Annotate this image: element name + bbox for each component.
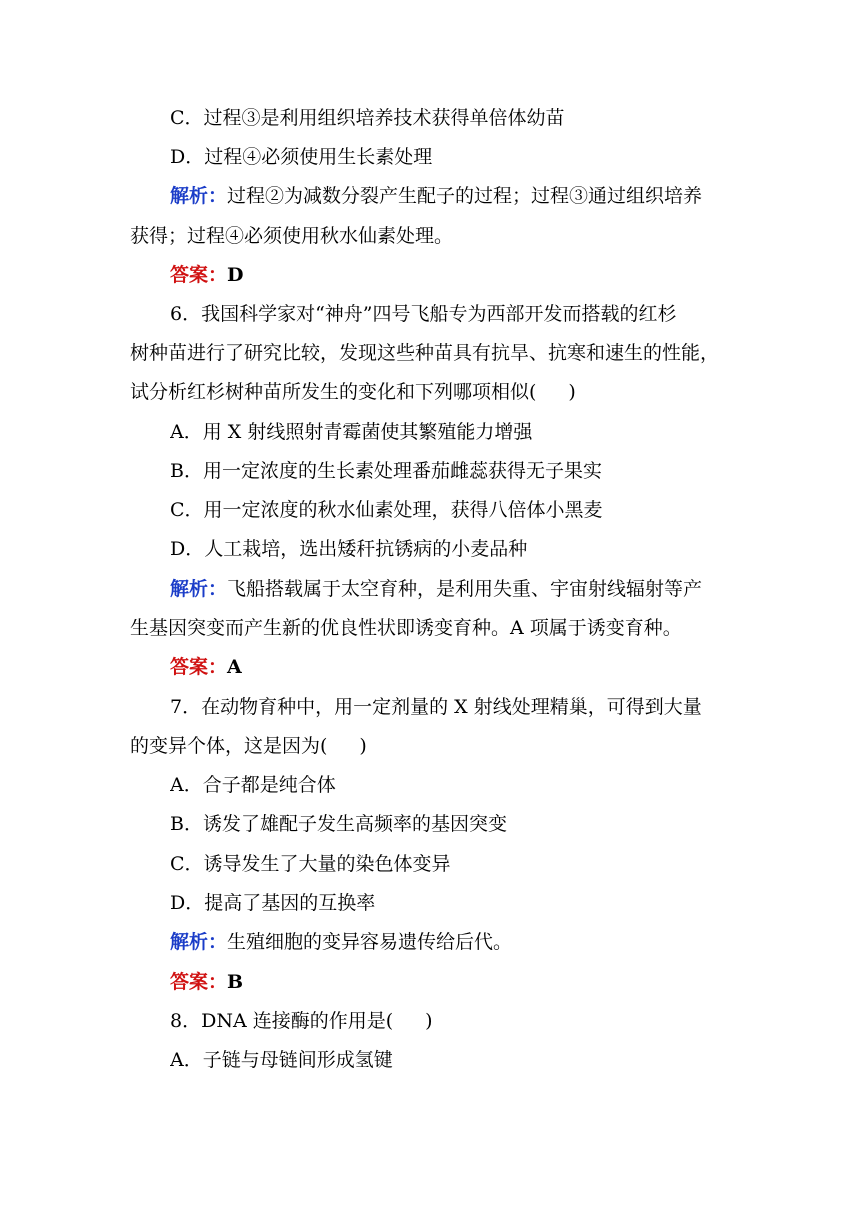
q6-option-c: C．用一定浓度的秋水仙素处理，获得八倍体小黑麦 [170, 499, 603, 521]
q6-option-a: A．用 X 射线照射青霉菌使其繁殖能力增强 [170, 421, 533, 443]
q6-stem-line-2: 树种苗进行了研究比较，发现这些种苗具有抗旱、抗寒和速生的性能， [130, 342, 720, 364]
answer-value: A [227, 656, 242, 678]
q5-option-d: D．过程④必须使用生长素处理 [170, 146, 433, 168]
q6-explanation-line-2: 生基因突变而产生新的优良性状即诱变育种。A 项属于诱变育种。 [130, 617, 682, 639]
explanation-label: 解析： [170, 185, 228, 207]
answer-label: 答案： [170, 656, 228, 678]
q7-stem-line-1: 7．在动物育种中，用一定剂量的 X 射线处理精巢，可得到大量 [170, 696, 702, 718]
q5-answer [170, 264, 730, 286]
q7-option-d: D．提高了基因的互换率 [170, 892, 376, 914]
q6-stem-line-1: 6．我国科学家对“神舟”四号飞船专为西部开发而搭载的红杉 [170, 303, 677, 325]
q5-option-c: C．过程③是利用组织培养技术获得单倍体幼苗 [170, 107, 565, 129]
q5-explanation-line-1 [170, 185, 730, 207]
answer-value: D [227, 264, 244, 286]
explanation-text: 生殖细胞的变异容易遗传给后代。 [227, 931, 513, 953]
q6-stem-text: 试分析红杉树种苗所发生的变化和下列哪项相似( [130, 381, 537, 403]
explanation-label: 解析： [170, 931, 228, 953]
answer-value: B [227, 971, 244, 993]
q8-stem-close: ) [425, 1010, 433, 1032]
q5-explanation-line-2: 获得；过程④必须使用秋水仙素处理。 [130, 225, 454, 247]
q8-option-a: A．子链与母链间形成氢键 [170, 1049, 393, 1071]
q7-stem-close: ) [359, 735, 367, 757]
q7-stem-line-2 [130, 735, 730, 757]
q8-stem [170, 1010, 730, 1032]
explanation-label: 解析： [170, 578, 228, 600]
explanation-text: 过程②为减数分裂产生配子的过程；过程③通过组织培养 [227, 185, 703, 207]
explanation-text: 飞船搭载属于太空育种，是利用失重、宇宙射线辐射等产 [227, 578, 703, 600]
q6-explanation-line-1 [170, 578, 730, 600]
q7-option-b: B．诱发了雄配子发生高频率的基因突变 [170, 813, 507, 835]
q7-explanation [170, 931, 730, 953]
q8-stem-text: 8．DNA 连接酶的作用是( [170, 1010, 394, 1032]
q6-stem-line-3 [130, 381, 730, 403]
q7-answer [170, 971, 730, 993]
q6-answer [170, 656, 730, 678]
answer-label: 答案： [170, 264, 228, 286]
q7-stem-text: 的变异个体，这是因为( [130, 735, 328, 757]
q6-option-b: B．用一定浓度的生长素处理番茄雌蕊获得无子果实 [170, 460, 602, 482]
q6-option-d: D．人工栽培，选出矮秆抗锈病的小麦品种 [170, 538, 528, 560]
q6-stem-close: ) [568, 381, 576, 403]
q7-option-c: C．诱导发生了大量的染色体变异 [170, 853, 451, 875]
q7-option-a: A．合子都是纯合体 [170, 774, 336, 796]
answer-label: 答案： [170, 971, 228, 993]
